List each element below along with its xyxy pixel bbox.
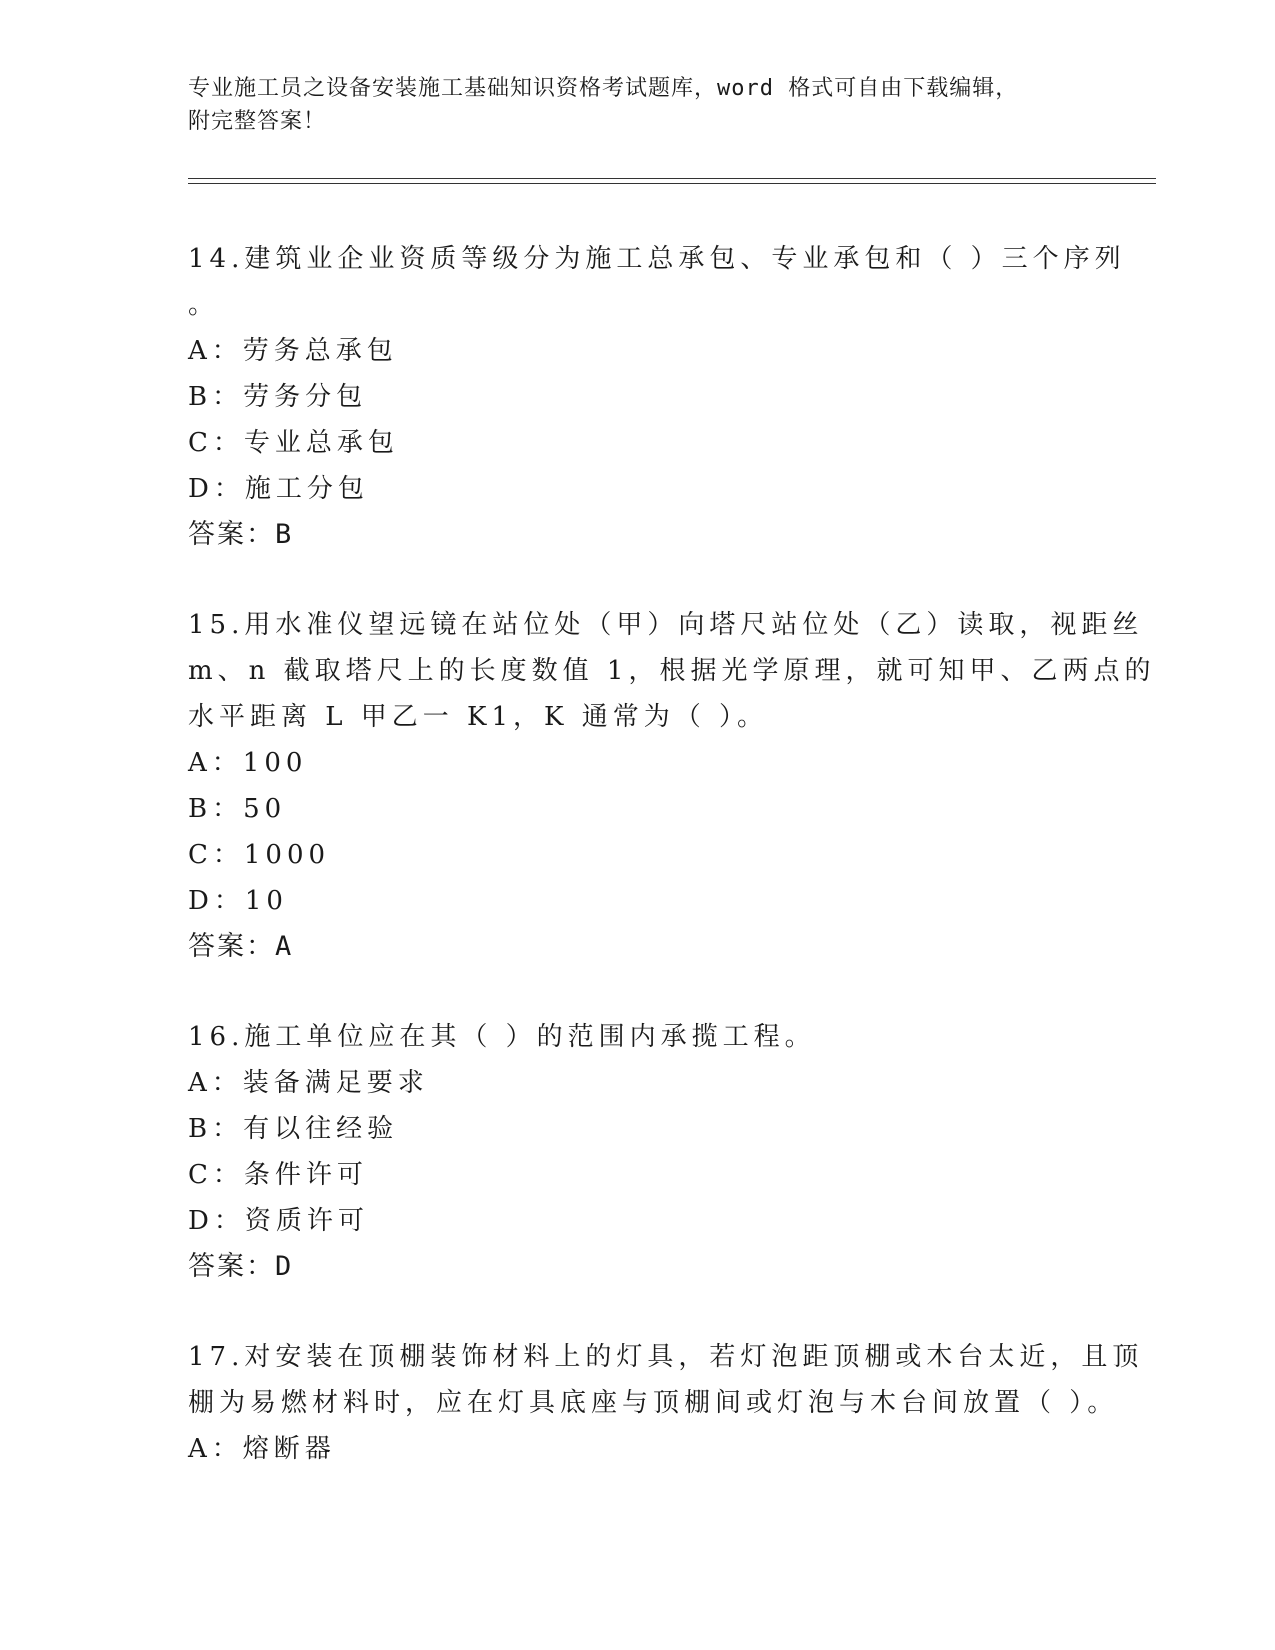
header-divider-top	[188, 178, 1156, 179]
question-text-line: m、n 截取塔尺上的长度数值 1，根据光学原理，就可知甲、乙两点的	[188, 656, 1156, 686]
answer: 答案：B	[188, 519, 294, 550]
option-d: D：施工分包	[188, 474, 369, 504]
answer: 答案：A	[188, 931, 294, 962]
option-b: B：有以往经验	[188, 1114, 399, 1144]
question-text-line: 棚为易燃材料时，应在灯具底座与顶棚间或灯泡与木台间放置（ ）。	[188, 1388, 1119, 1418]
question-16	[188, 1014, 1088, 1290]
option-a: A：熔断器	[188, 1434, 336, 1464]
option-c: C：条件许可	[188, 1160, 368, 1190]
option-b: B：劳务分包	[188, 382, 368, 412]
option-b: B：50	[188, 794, 287, 824]
option-c: C：专业总承包	[188, 428, 399, 458]
question-14	[188, 236, 1126, 558]
question-text-line: 17.对安装在顶棚装饰材料上的灯具，若灯泡距顶棚或木台太近，且顶	[188, 1342, 1144, 1372]
document-header	[188, 72, 1088, 138]
option-c: C：1000	[188, 840, 331, 870]
question-text-line: 14.建筑业企业资质等级分为施工总承包、专业承包和（ ）三个序列	[188, 244, 1126, 274]
answer: 答案：D	[188, 1251, 294, 1282]
question-text-line: 16.施工单位应在其（ ）的范围内承揽工程。	[188, 1022, 816, 1052]
option-a: A：100	[188, 748, 308, 778]
header-divider-bottom	[188, 183, 1156, 184]
question-text-line: 。	[188, 290, 220, 320]
option-d: D：资质许可	[188, 1206, 369, 1236]
question-17	[188, 1334, 1144, 1472]
option-d: D：10	[188, 886, 288, 916]
question-text-line: 水平距离 L 甲乙一 K1，K 通常为（ ）。	[188, 702, 768, 732]
option-a: A：装备满足要求	[188, 1068, 429, 1098]
header-line-1: 专业施工员之设备安装施工基础知识资格考试题库，word 格式可自由下载编辑，	[188, 76, 1019, 101]
option-a: A：劳务总承包	[188, 336, 398, 366]
question-15	[188, 602, 1156, 970]
header-line-2: 附完整答案！	[188, 109, 327, 134]
question-text-line: 15.用水准仪望远镜在站位处（甲）向塔尺站位处（乙）读取，视距丝	[188, 610, 1144, 640]
